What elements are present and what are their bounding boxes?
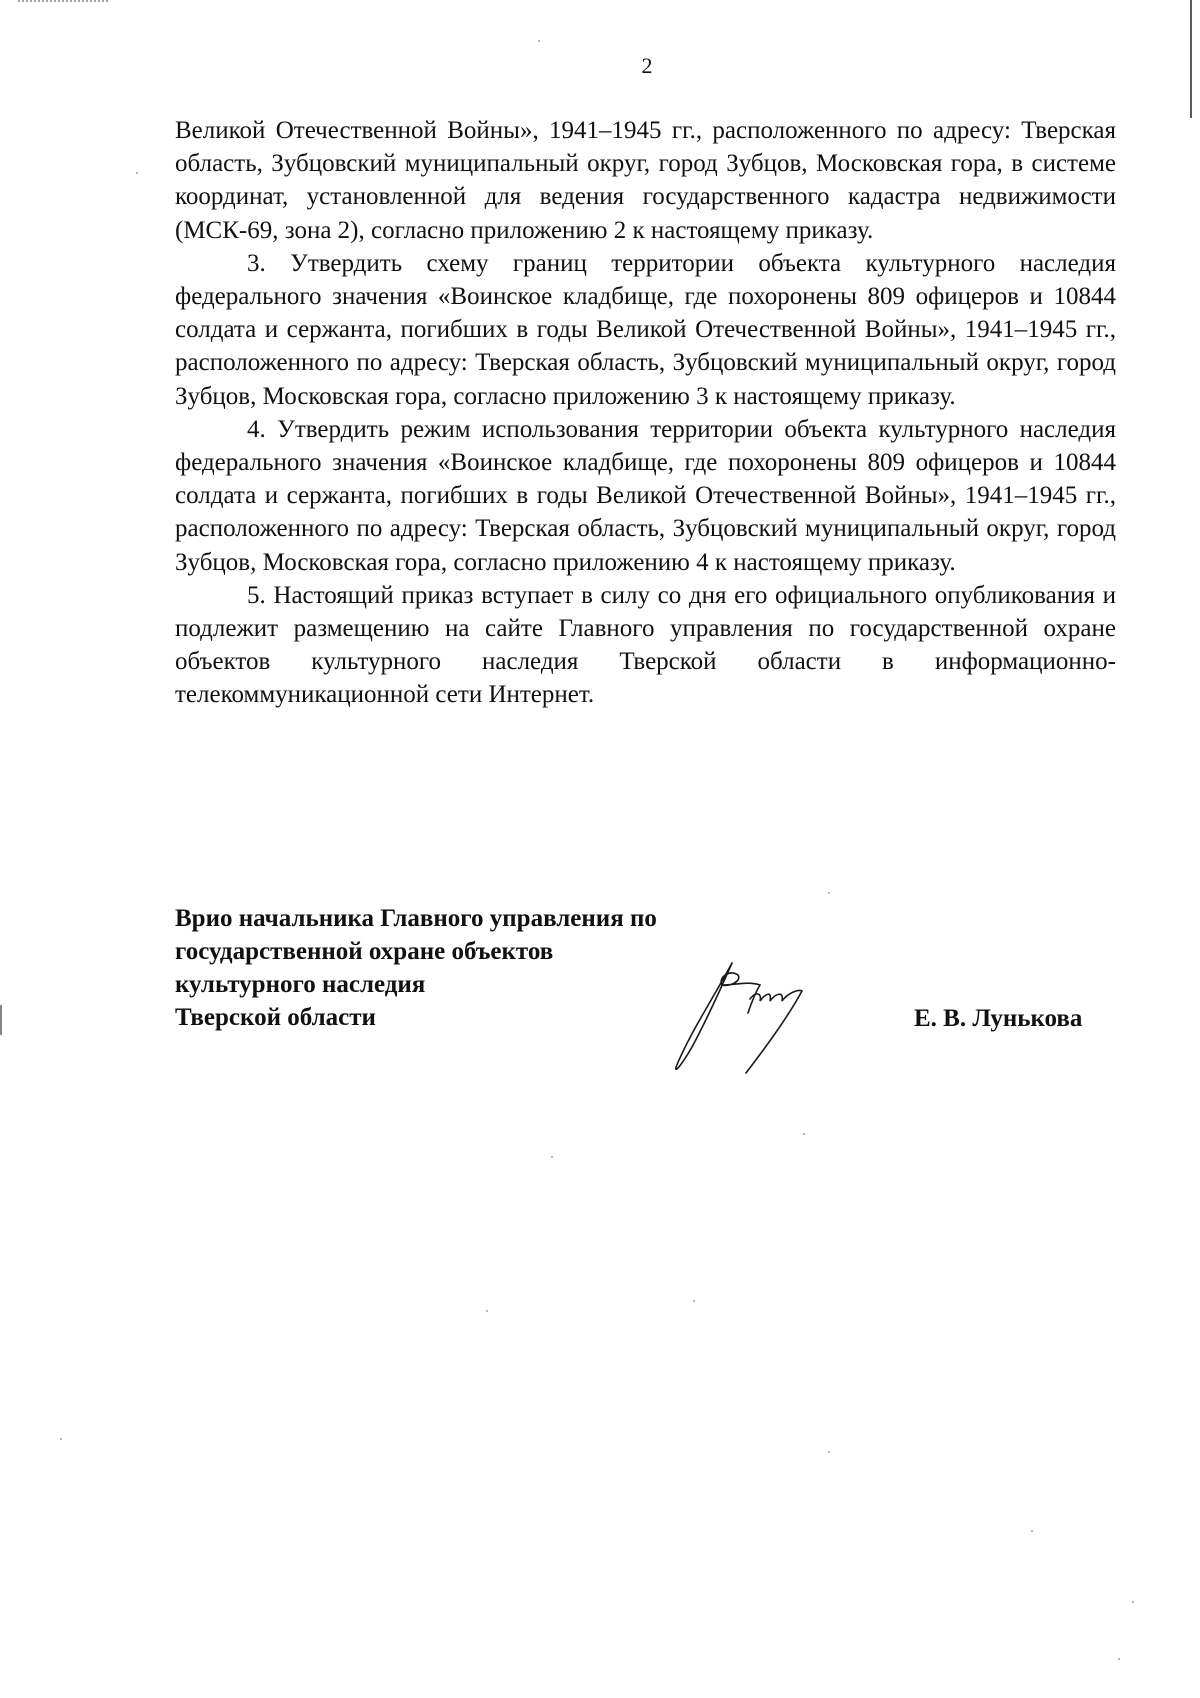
scan-speck [538, 40, 540, 42]
paragraph-continuation: Великой Отечественной Войны», 1941–1945 гг., расположенного по адресу: Тверская область, Зубцовский муниципальный округ, город Зубцов, Московская гора, в системе координат, установленной для ведения государственного кадастра недвижимости (МСК-69, зона 2), согласно приложению 2 к настоящему приказу. [175, 117, 1116, 244]
scan-speck [551, 1156, 553, 1158]
position-line: Тверской области [175, 1004, 376, 1031]
scan-speck [136, 172, 138, 174]
paragraph-item-4: 4. Утвердить режим использования территории объекта культурного наследия федерального значения «Воинское кладбище, где похоронены 809 офицеров и 10844 солдата и сержанта, погибших в годы Великой Отечественной Войны», 1941–1945 гг., расположенного по адресу: Тверская область, Зубцовский муниципальный округ, город Зубцов, Московская гора, согласно приложению 4 к настоящему приказу. [175, 415, 1116, 576]
scan-speck [1118, 1658, 1120, 1660]
scan-speck [486, 1310, 488, 1312]
scan-speck [803, 1133, 805, 1135]
handwritten-signature [670, 955, 820, 1075]
paragraph-item-5: 5. Настоящий приказ вступает в силу со дня его официального опубликования и подлежит размещению на сайте Главного управления по государственной охране объектов культурного наследия Тверской области в информационно-телекоммуникационной сети Интернет. [175, 581, 1116, 709]
scan-speck [60, 1438, 62, 1440]
position-line: государственной охране объектов [175, 938, 554, 965]
scan-corner-mark [18, 0, 108, 6]
scan-speck [1031, 1530, 1033, 1532]
scan-speck [828, 1451, 830, 1453]
scan-speck [1132, 1601, 1134, 1603]
signatory-position [175, 902, 735, 1034]
scan-edge-line-left [0, 1005, 2, 1035]
position-line: культурного наследия [175, 971, 426, 998]
signer-name: Е. В. Лунькова [914, 1005, 1083, 1032]
document-body [175, 114, 1116, 712]
paragraph-item-3: 3. Утвердить схему границ территории объекта культурного наследия федерального значения «Воинское кладбище, где похоронены 809 офицеров и 10844 солдата и сержанта, погибших в годы Великой Отечественной Войны», 1941–1945 гг., расположенного по адресу: Тверская область, Зубцовский муниципальный округ, город Зубцов, Московская гора, согласно приложению 3 к настоящему приказу. [175, 249, 1116, 410]
position-line: Врио начальника Главного управления по [175, 905, 657, 932]
scan-speck [828, 892, 830, 894]
page-number: 2 [641, 53, 653, 78]
scan-speck [693, 1300, 695, 1302]
